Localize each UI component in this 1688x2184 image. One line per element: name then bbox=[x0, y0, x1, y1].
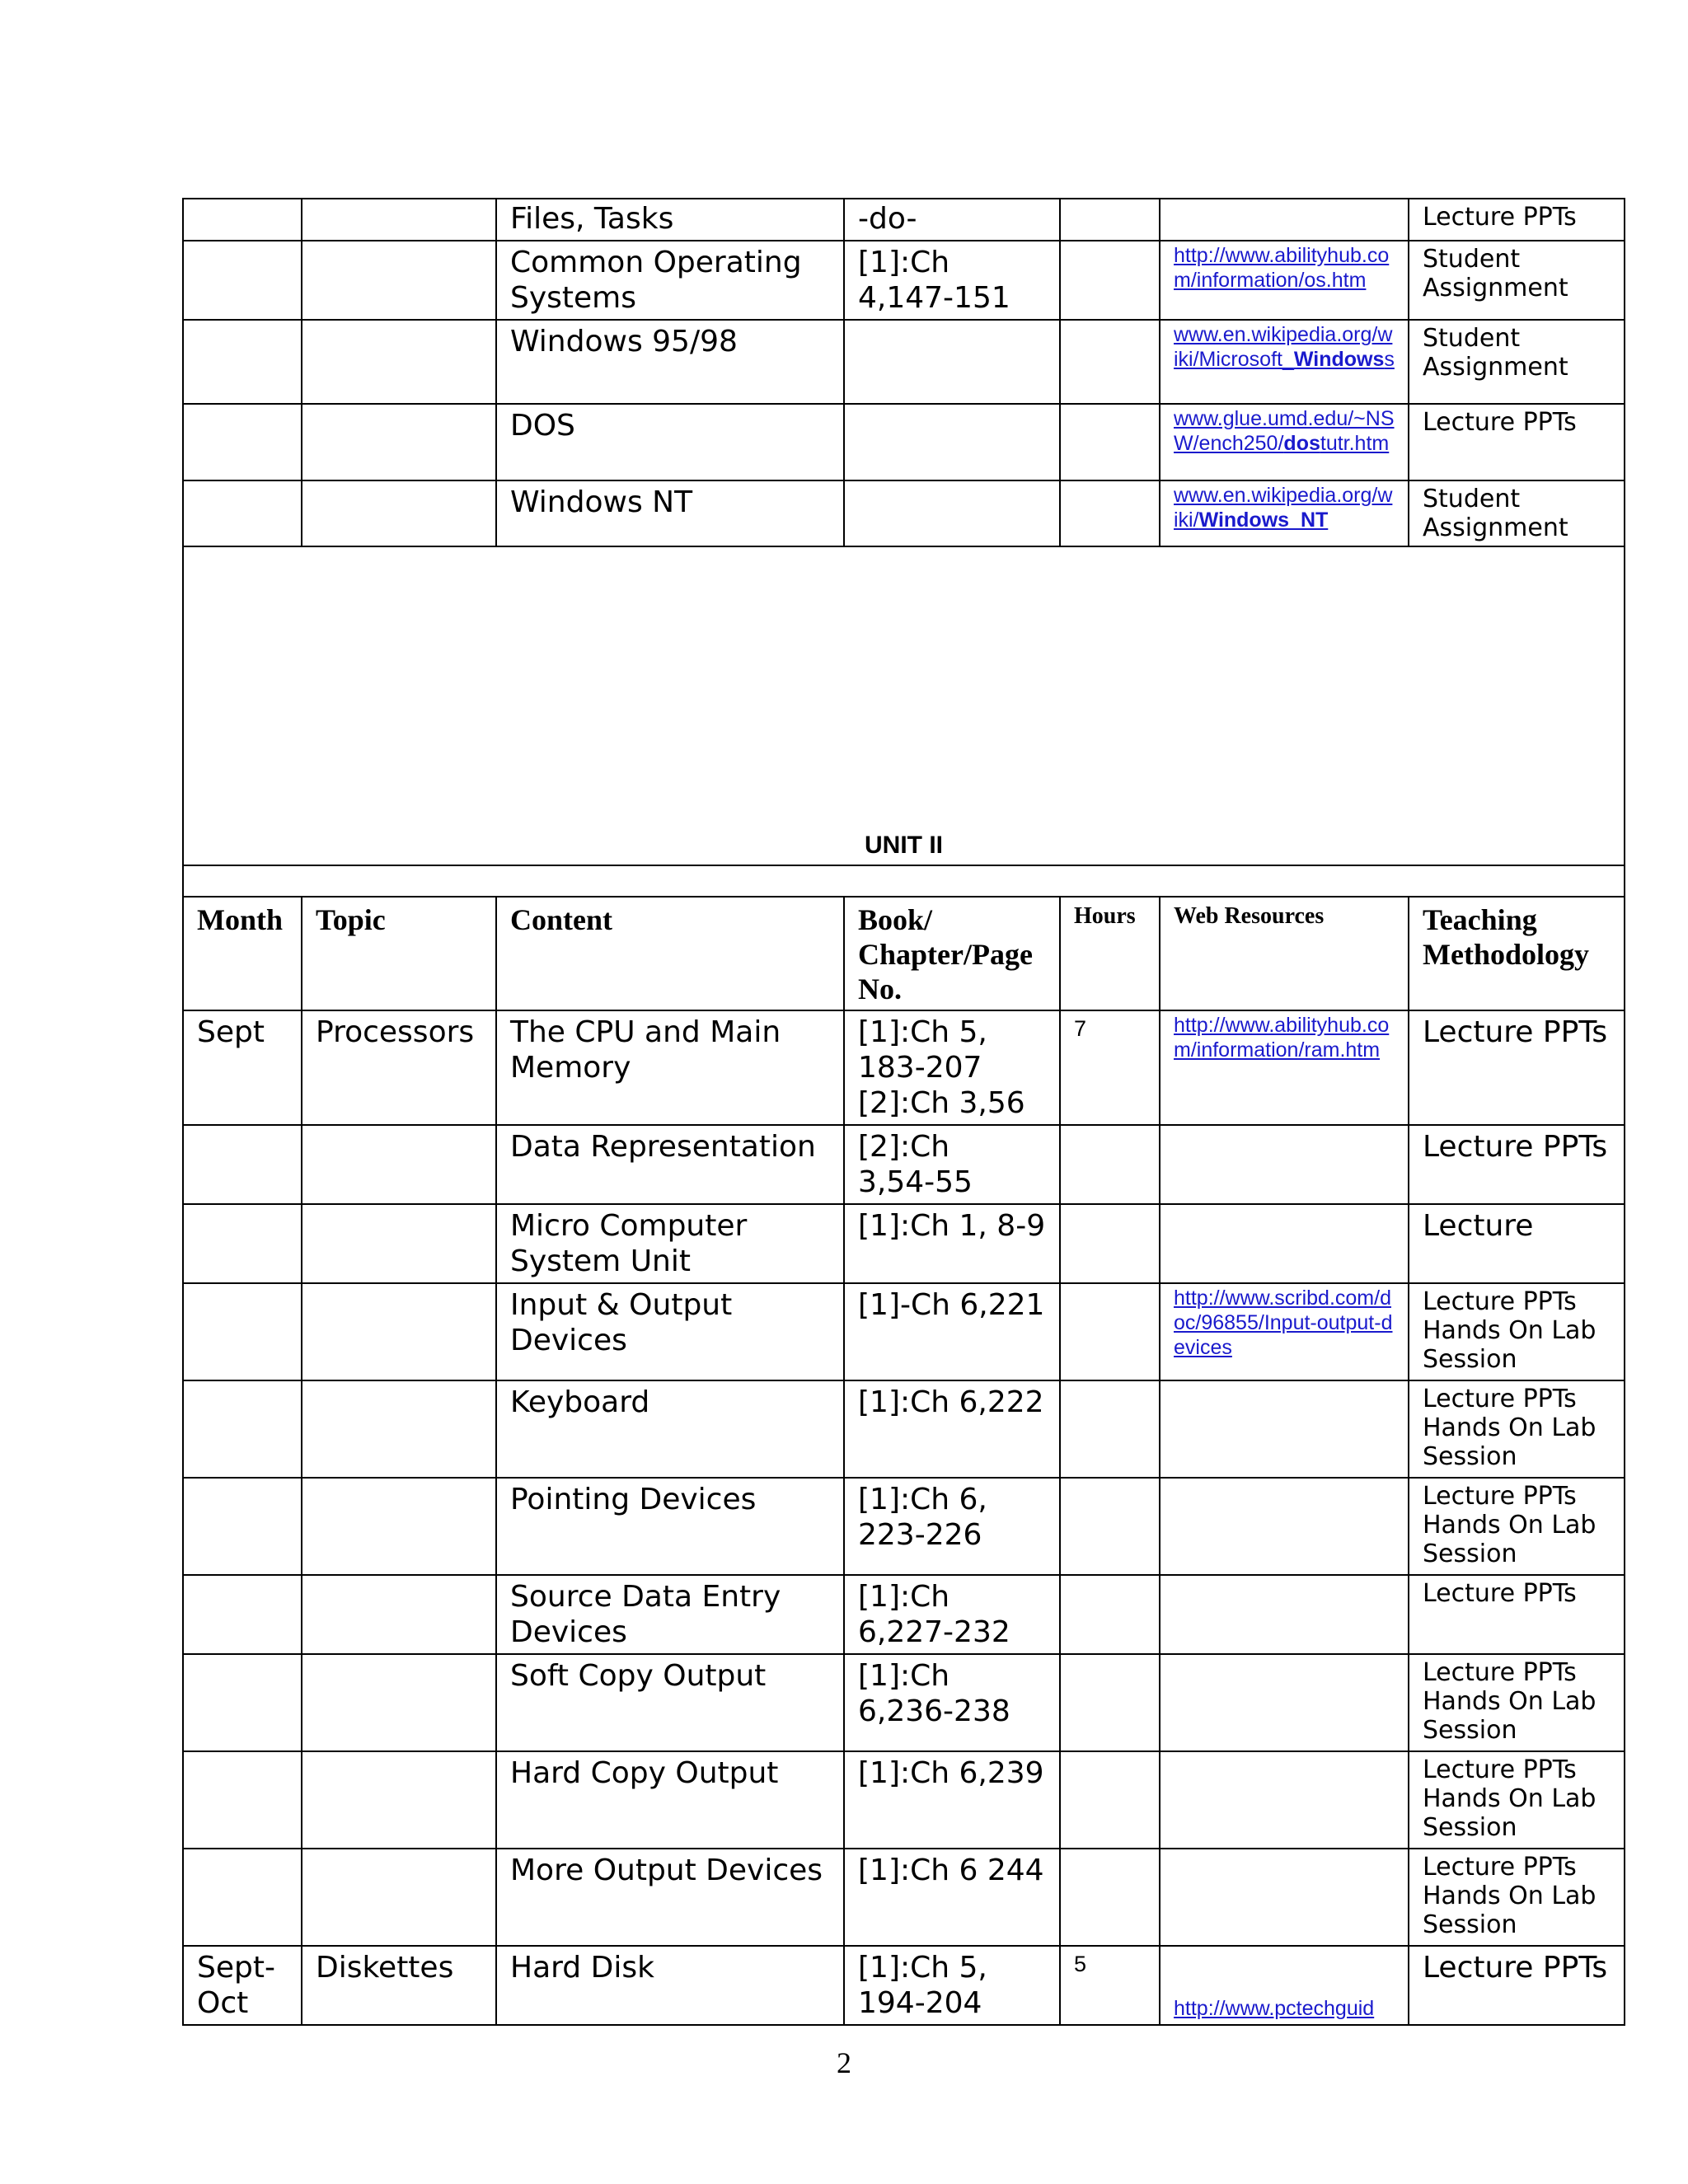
book-cell: [1]:Ch 1, 8-9 bbox=[844, 1204, 1060, 1283]
method-cell: Lecture PPTs bbox=[1409, 404, 1625, 480]
content-cell: Hard Copy Output bbox=[496, 1751, 844, 1849]
method-cell: Lecture PPTs Hands On Lab Session bbox=[1409, 1380, 1625, 1478]
table-row bbox=[183, 1478, 1625, 1575]
method-cell: Lecture PPTs bbox=[1409, 1946, 1625, 2025]
method-cell: Lecture PPTs bbox=[1409, 1010, 1625, 1125]
content-cell: Soft Copy Output bbox=[496, 1654, 844, 1751]
header-row bbox=[183, 897, 1625, 1010]
header-web-resources: Web Resources bbox=[1160, 897, 1409, 1010]
content-cell: The CPU and Main Memory bbox=[496, 1010, 844, 1125]
content-cell: Hard Disk bbox=[496, 1946, 844, 2025]
book-cell: [1]:Ch 6,227-232 bbox=[844, 1575, 1060, 1654]
content-cell: More Output Devices bbox=[496, 1849, 844, 1946]
content-cell: Source Data Entry Devices bbox=[496, 1575, 844, 1654]
method-cell: Lecture PPTs Hands On Lab Session bbox=[1409, 1478, 1625, 1575]
content-cell: Common Operating Systems bbox=[496, 241, 844, 320]
book-cell: [1]:Ch 6,222 bbox=[844, 1380, 1060, 1478]
content-cell: DOS bbox=[496, 404, 844, 480]
web-resource-link[interactable]: http://www.scribd.com/doc/96855/Input-output-devices bbox=[1160, 1283, 1409, 1380]
content-cell: Input & Output Devices bbox=[496, 1283, 844, 1380]
table-row bbox=[183, 1010, 1625, 1125]
web-resource-link[interactable]: http://www.pctechguid bbox=[1160, 1946, 1409, 2025]
content-cell: Windows NT bbox=[496, 480, 844, 546]
table-row bbox=[183, 1575, 1625, 1654]
content-cell: Keyboard bbox=[496, 1380, 844, 1478]
content-cell: Data Representation bbox=[496, 1125, 844, 1204]
method-cell: Student Assignment bbox=[1409, 480, 1625, 546]
content-cell: Micro Computer System Unit bbox=[496, 1204, 844, 1283]
content-cell: Pointing Devices bbox=[496, 1478, 844, 1575]
book-cell: [1]:Ch 4,147-151 bbox=[844, 241, 1060, 320]
web-resource-link[interactable]: www.en.wikipedia.org/wiki/Windows_NT bbox=[1160, 480, 1409, 546]
header-month: Month bbox=[183, 897, 302, 1010]
month-cell: Sept-Oct bbox=[183, 1946, 302, 2025]
table-row bbox=[183, 1946, 1625, 2025]
book-cell: [2]:Ch 3,54-55 bbox=[844, 1125, 1060, 1204]
table-row bbox=[183, 1380, 1625, 1478]
content-cell: Files, Tasks bbox=[496, 199, 844, 241]
table-row bbox=[183, 1751, 1625, 1849]
method-cell: Lecture PPTs Hands On Lab Session bbox=[1409, 1654, 1625, 1751]
method-cell: Lecture PPTs Hands On Lab Session bbox=[1409, 1849, 1625, 1946]
book-cell: [1]:Ch 6,236-238 bbox=[844, 1654, 1060, 1751]
web-resource-link[interactable]: www.glue.umd.edu/~NSW/ench250/dostutr.htm bbox=[1160, 404, 1409, 480]
book-cell: [1]:Ch 6, 223-226 bbox=[844, 1478, 1060, 1575]
header-book: Book/ Chapter/Page No. bbox=[844, 897, 1060, 1010]
book-cell: [1]:Ch 5, 183-207 [2]:Ch 3,56 bbox=[844, 1010, 1060, 1125]
header-topic: Topic bbox=[302, 897, 496, 1010]
syllabus-table bbox=[182, 198, 1625, 2026]
book-cell: [1]:Ch 6 244 bbox=[844, 1849, 1060, 1946]
method-cell: Lecture PPTs Hands On Lab Session bbox=[1409, 1751, 1625, 1849]
table-row bbox=[183, 241, 1625, 320]
page-number: 2 bbox=[837, 2046, 851, 2079]
header-teaching-methodology: Teaching Methodology bbox=[1409, 897, 1625, 1010]
spacer-row bbox=[183, 865, 1625, 897]
web-resource-link[interactable]: www.en.wikipedia.org/wiki/Microsoft_Windowss bbox=[1160, 320, 1409, 404]
book-cell: [1]:Ch 5, 194-204 bbox=[844, 1946, 1060, 2025]
method-cell: Lecture PPTs bbox=[1409, 1125, 1625, 1204]
header-content: Content bbox=[496, 897, 844, 1010]
method-cell: Lecture PPTs bbox=[1409, 1575, 1625, 1654]
web-resource-link[interactable]: http://www.abilityhub.com/information/os.htm bbox=[1160, 241, 1409, 320]
content-cell: Windows 95/98 bbox=[496, 320, 844, 404]
book-cell: [1]:Ch 6,239 bbox=[844, 1751, 1060, 1849]
book-cell: -do- bbox=[844, 199, 1060, 241]
topic-cell: Diskettes bbox=[302, 1946, 496, 2025]
hours-cell: 5 bbox=[1060, 1946, 1160, 2025]
unit-title-row bbox=[183, 546, 1625, 865]
table-row bbox=[183, 480, 1625, 546]
table-row bbox=[183, 320, 1625, 404]
method-cell: Lecture bbox=[1409, 1204, 1625, 1283]
table-row bbox=[183, 404, 1625, 480]
book-cell: [1]-Ch 6,221 bbox=[844, 1283, 1060, 1380]
table-row bbox=[183, 199, 1625, 241]
method-cell: Student Assignment bbox=[1409, 320, 1625, 404]
method-cell: Lecture PPTs Hands On Lab Session bbox=[1409, 1283, 1625, 1380]
method-cell: Lecture PPTs bbox=[1409, 199, 1625, 241]
table-row bbox=[183, 1849, 1625, 1946]
method-cell: Student Assignment bbox=[1409, 241, 1625, 320]
hours-cell: 7 bbox=[1060, 1010, 1160, 1125]
month-cell: Sept bbox=[183, 1010, 302, 1125]
topic-cell: Processors bbox=[302, 1010, 496, 1125]
unit-title: UNIT II bbox=[183, 546, 1625, 865]
header-hours: Hours bbox=[1060, 897, 1160, 1010]
table-row bbox=[183, 1204, 1625, 1283]
web-resource-link[interactable]: http://www.abilityhub.com/information/ram.htm bbox=[1160, 1010, 1409, 1125]
table-row bbox=[183, 1125, 1625, 1204]
table-row bbox=[183, 1654, 1625, 1751]
table-row bbox=[183, 1283, 1625, 1380]
